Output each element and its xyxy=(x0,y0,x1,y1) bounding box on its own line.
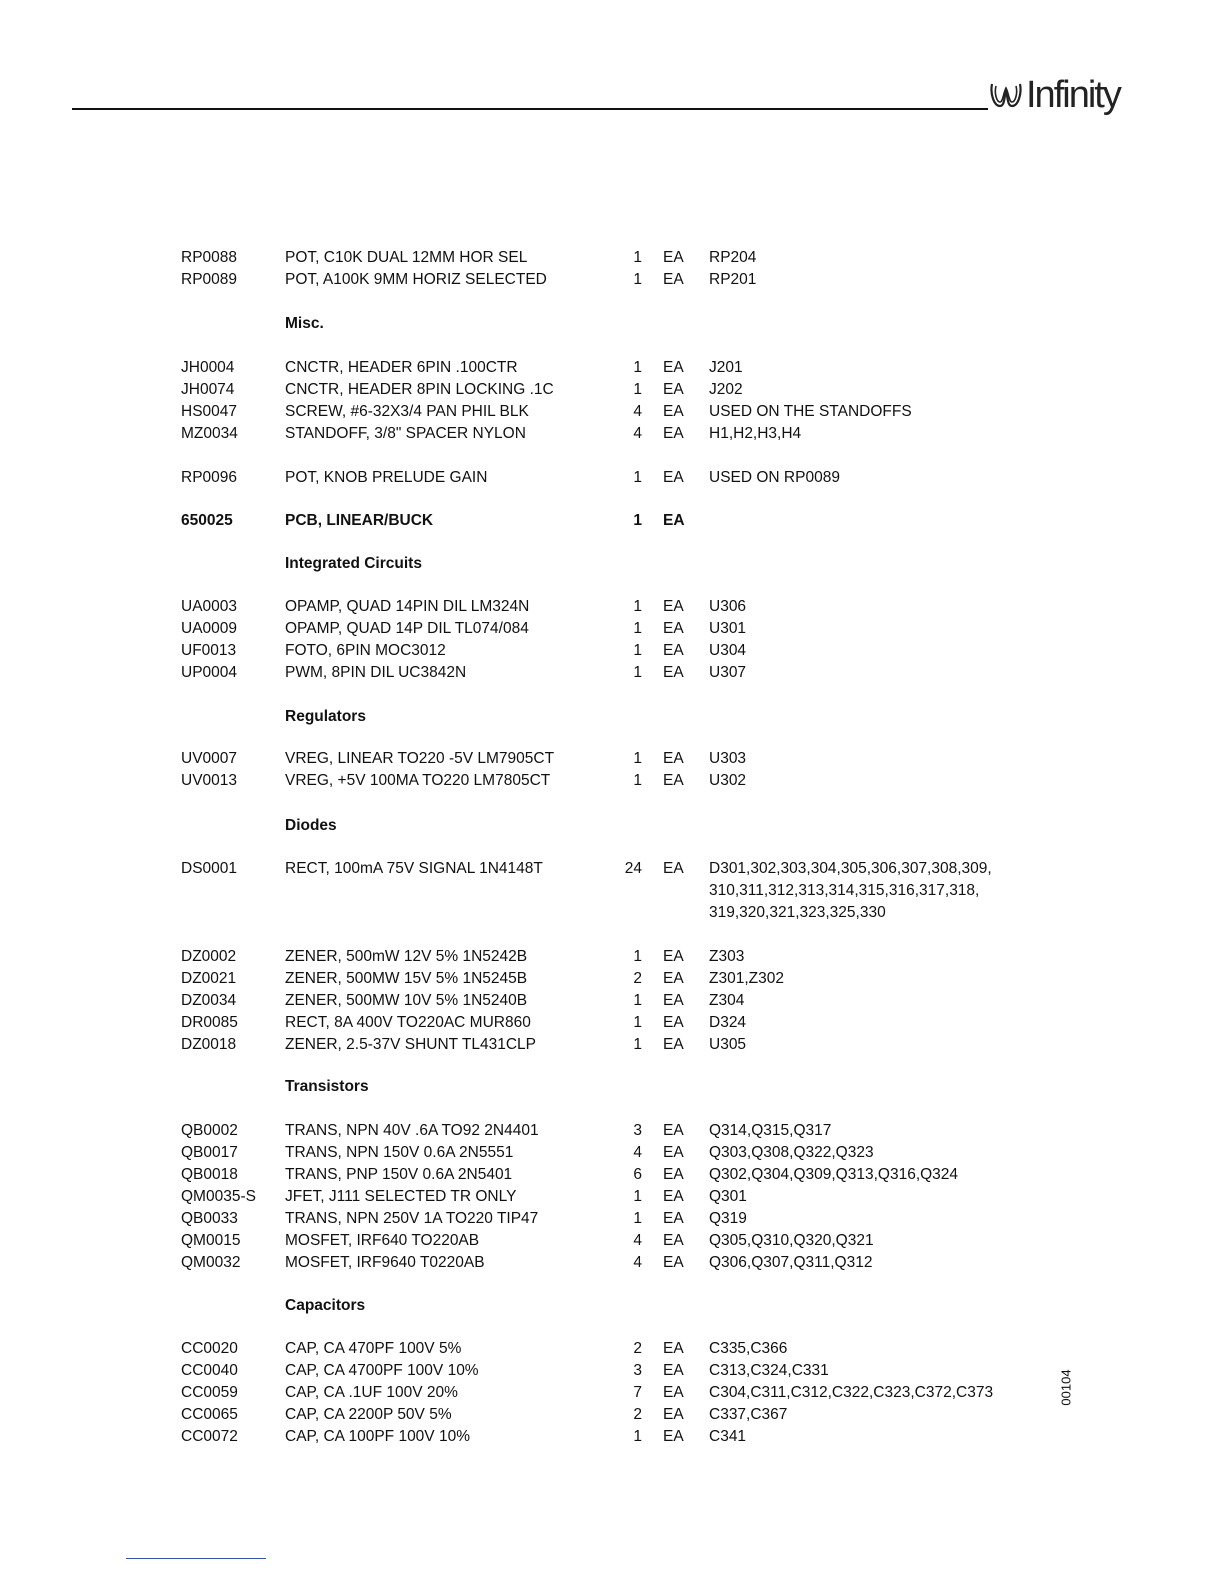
reference-designators: C335,C366 xyxy=(709,1340,788,1357)
unit: EA xyxy=(663,512,685,529)
part-number: QB0017 xyxy=(181,1144,238,1161)
quantity: 4 xyxy=(633,403,642,420)
reference-designators: Q319 xyxy=(709,1210,747,1227)
part-number: CC0040 xyxy=(181,1362,238,1379)
quantity: 4 xyxy=(633,425,642,442)
unit: EA xyxy=(663,1188,684,1205)
part-number: JH0004 xyxy=(181,359,235,376)
unit: EA xyxy=(663,772,684,789)
description: PWM, 8PIN DIL UC3842N xyxy=(285,664,467,681)
section-heading: Integrated Circuits xyxy=(285,555,422,572)
part-number: RP0089 xyxy=(181,271,238,288)
unit: EA xyxy=(663,1254,684,1271)
reference-designators: C341 xyxy=(709,1428,747,1445)
description: RECT, 8A 400V TO220AC MUR860 xyxy=(285,1014,531,1031)
quantity: 1 xyxy=(633,1014,642,1031)
description: TRANS, PNP 150V 0.6A 2N5401 xyxy=(285,1166,513,1183)
section-heading: Regulators xyxy=(285,708,366,725)
quantity: 1 xyxy=(633,992,642,1009)
part-number: MZ0034 xyxy=(181,425,238,442)
description: JFET, J111 SELECTED TR ONLY xyxy=(285,1188,517,1205)
quantity: 1 xyxy=(633,1428,642,1445)
quantity: 1 xyxy=(633,469,642,486)
part-number: DZ0002 xyxy=(181,948,237,965)
part-number: UA0003 xyxy=(181,598,238,615)
reference-designators: USED ON RP0089 xyxy=(709,469,840,486)
part-number: RP0096 xyxy=(181,469,238,486)
description: ZENER, 500mW 12V 5% 1N5242B xyxy=(285,948,528,965)
quantity: 24 xyxy=(624,860,642,877)
reference-designators: Q305,Q310,Q320,Q321 xyxy=(709,1232,874,1249)
part-number: QM0015 xyxy=(181,1232,241,1249)
section-heading: Misc. xyxy=(285,315,324,332)
quantity: 1 xyxy=(633,1210,642,1227)
quantity: 2 xyxy=(633,1406,642,1423)
reference-designators: C304,C311,C312,C322,C323,C372,C373 xyxy=(709,1384,994,1401)
description: CAP, CA 4700PF 100V 10% xyxy=(285,1362,479,1379)
part-number: CC0065 xyxy=(181,1406,238,1423)
quantity: 7 xyxy=(633,1384,642,1401)
brand-logo xyxy=(988,70,1120,120)
description: VREG, +5V 100MA TO220 LM7805CT xyxy=(285,772,551,789)
part-number: CC0072 xyxy=(181,1428,238,1445)
quantity: 2 xyxy=(633,970,642,987)
part-number: JH0074 xyxy=(181,381,235,398)
quantity: 2 xyxy=(633,1340,642,1357)
section-heading: Capacitors xyxy=(285,1297,366,1314)
description: CAP, CA 2200P 50V 5% xyxy=(285,1406,452,1423)
quantity: 1 xyxy=(633,359,642,376)
side-code: 00104 xyxy=(1058,1369,1074,1406)
header-rule xyxy=(72,108,988,110)
quantity: 1 xyxy=(633,1188,642,1205)
section-heading: Transistors xyxy=(285,1078,369,1095)
part-number: QM0035-S xyxy=(181,1188,256,1205)
description: ZENER, 500MW 15V 5% 1N5245B xyxy=(285,970,528,987)
description: MOSFET, IRF640 TO220AB xyxy=(285,1232,480,1249)
description: TRANS, NPN 150V 0.6A 2N5551 xyxy=(285,1144,514,1161)
unit: EA xyxy=(663,948,684,965)
description: TRANS, NPN 40V .6A TO92 2N4401 xyxy=(285,1122,539,1139)
reference-designators: D301,302,303,304,305,306,307,308,309, xyxy=(709,860,992,877)
unit: EA xyxy=(663,598,684,615)
unit: EA xyxy=(663,425,684,442)
reference-designators: U306 xyxy=(709,598,747,615)
reference-designators: RP201 xyxy=(709,271,757,288)
part-number: DR0085 xyxy=(181,1014,238,1031)
unit: EA xyxy=(663,1014,684,1031)
unit: EA xyxy=(663,1340,684,1357)
unit: EA xyxy=(663,664,684,681)
unit: EA xyxy=(663,860,684,877)
quantity: 1 xyxy=(633,381,642,398)
description: CNCTR, HEADER 6PIN .100CTR xyxy=(285,359,518,376)
unit: EA xyxy=(663,1210,684,1227)
description: RECT, 100mA 75V SIGNAL 1N4148T xyxy=(285,860,543,877)
part-number: DZ0034 xyxy=(181,992,237,1009)
quantity: 1 xyxy=(633,664,642,681)
quantity: 6 xyxy=(633,1166,642,1183)
reference-designators: U304 xyxy=(709,642,747,659)
part-number: 650025 xyxy=(181,512,233,529)
description: TRANS, NPN 250V 1A TO220 TIP47 xyxy=(285,1210,539,1227)
quantity: 1 xyxy=(633,512,642,529)
unit: EA xyxy=(663,1384,684,1401)
reference-designators: 310,311,312,313,314,315,316,317,318, xyxy=(709,882,980,899)
quantity: 1 xyxy=(633,772,642,789)
part-number: HS0047 xyxy=(181,403,238,420)
part-number: QB0018 xyxy=(181,1166,238,1183)
reference-designators: U305 xyxy=(709,1036,747,1053)
unit: EA xyxy=(663,359,684,376)
description: ZENER, 500MW 10V 5% 1N5240B xyxy=(285,992,528,1009)
description: CNCTR, HEADER 8PIN LOCKING .1C xyxy=(285,381,554,398)
quantity: 1 xyxy=(633,642,642,659)
reference-designators: USED ON THE STANDOFFS xyxy=(709,403,912,420)
description: SCREW, #6-32X3/4 PAN PHIL BLK xyxy=(285,403,529,420)
part-number: UP0004 xyxy=(181,664,238,681)
reference-designators: Q303,Q308,Q322,Q323 xyxy=(709,1144,874,1161)
quantity: 1 xyxy=(633,598,642,615)
quantity: 1 xyxy=(633,948,642,965)
part-number: UV0013 xyxy=(181,772,238,789)
quantity: 1 xyxy=(633,271,642,288)
reference-designators: J201 xyxy=(709,359,743,376)
unit: EA xyxy=(663,620,684,637)
unit: EA xyxy=(663,992,684,1009)
unit: EA xyxy=(663,1232,684,1249)
reference-designators: Q301 xyxy=(709,1188,747,1205)
description: OPAMP, QUAD 14PIN DIL LM324N xyxy=(285,598,530,615)
quantity: 4 xyxy=(633,1232,642,1249)
description: VREG, LINEAR TO220 -5V LM7905CT xyxy=(285,750,555,767)
quantity: 3 xyxy=(633,1122,642,1139)
reference-designators: J202 xyxy=(709,381,743,398)
unit: EA xyxy=(663,642,684,659)
reference-designators: Z301,Z302 xyxy=(709,970,784,987)
unit: EA xyxy=(663,1428,684,1445)
reference-designators: H1,H2,H3,H4 xyxy=(709,425,802,442)
part-number: QB0002 xyxy=(181,1122,238,1139)
description: STANDOFF, 3/8" SPACER NYLON xyxy=(285,425,526,442)
unit: EA xyxy=(663,1166,684,1183)
description: PCB, LINEAR/BUCK xyxy=(285,512,434,529)
reference-designators: 319,320,321,323,325,330 xyxy=(709,904,886,921)
unit: EA xyxy=(663,970,684,987)
description: CAP, CA 470PF 100V 5% xyxy=(285,1340,462,1357)
unit: EA xyxy=(663,381,684,398)
description: CAP, CA .1UF 100V 20% xyxy=(285,1384,458,1401)
description: FOTO, 6PIN MOC3012 xyxy=(285,642,446,659)
quantity: 1 xyxy=(633,249,642,266)
description: CAP, CA 100PF 100V 10% xyxy=(285,1428,470,1445)
reference-designators: U302 xyxy=(709,772,747,789)
reference-designators: Q306,Q307,Q311,Q312 xyxy=(709,1254,873,1271)
description: POT, KNOB PRELUDE GAIN xyxy=(285,469,488,486)
part-number: CC0059 xyxy=(181,1384,238,1401)
footer-rule xyxy=(126,1558,266,1559)
part-number: CC0020 xyxy=(181,1340,238,1357)
description: MOSFET, IRF9640 T0220AB xyxy=(285,1254,485,1271)
description: POT, A100K 9MM HORIZ SELECTED xyxy=(285,271,547,288)
part-number: DZ0021 xyxy=(181,970,237,987)
description: POT, C10K DUAL 12MM HOR SEL xyxy=(285,249,528,266)
reference-designators: Q302,Q304,Q309,Q313,Q316,Q324 xyxy=(709,1166,959,1183)
unit: EA xyxy=(663,271,684,288)
unit: EA xyxy=(663,1122,684,1139)
reference-designators: U307 xyxy=(709,664,747,681)
unit: EA xyxy=(663,750,684,767)
unit: EA xyxy=(663,469,684,486)
infinity-logo-icon xyxy=(988,78,1024,112)
unit: EA xyxy=(663,1362,684,1379)
part-number: DZ0018 xyxy=(181,1036,237,1053)
part-number: UA0009 xyxy=(181,620,238,637)
reference-designators: Z303 xyxy=(709,948,745,965)
logo-text: Infinity xyxy=(1026,73,1120,116)
part-number: RP0088 xyxy=(181,249,238,266)
part-number: QM0032 xyxy=(181,1254,241,1271)
part-number: DS0001 xyxy=(181,860,238,877)
reference-designators: U301 xyxy=(709,620,747,637)
quantity: 3 xyxy=(633,1362,642,1379)
unit: EA xyxy=(663,1144,684,1161)
reference-designators: RP204 xyxy=(709,249,757,266)
description: ZENER, 2.5-37V SHUNT TL431CLP xyxy=(285,1036,536,1053)
part-number: QB0033 xyxy=(181,1210,238,1227)
unit: EA xyxy=(663,249,684,266)
reference-designators: U303 xyxy=(709,750,747,767)
quantity: 4 xyxy=(633,1144,642,1161)
reference-designators: C337,C367 xyxy=(709,1406,788,1423)
reference-designators: Z304 xyxy=(709,992,745,1009)
unit: EA xyxy=(663,1036,684,1053)
unit: EA xyxy=(663,1406,684,1423)
quantity: 1 xyxy=(633,750,642,767)
reference-designators: C313,C324,C331 xyxy=(709,1362,829,1379)
quantity: 1 xyxy=(633,620,642,637)
part-number: UF0013 xyxy=(181,642,237,659)
description: OPAMP, QUAD 14P DIL TL074/084 xyxy=(285,620,529,637)
unit: EA xyxy=(663,403,684,420)
quantity: 1 xyxy=(633,1036,642,1053)
section-heading: Diodes xyxy=(285,817,337,834)
reference-designators: Q314,Q315,Q317 xyxy=(709,1122,832,1139)
quantity: 4 xyxy=(633,1254,642,1271)
part-number: UV0007 xyxy=(181,750,238,767)
reference-designators: D324 xyxy=(709,1014,747,1031)
